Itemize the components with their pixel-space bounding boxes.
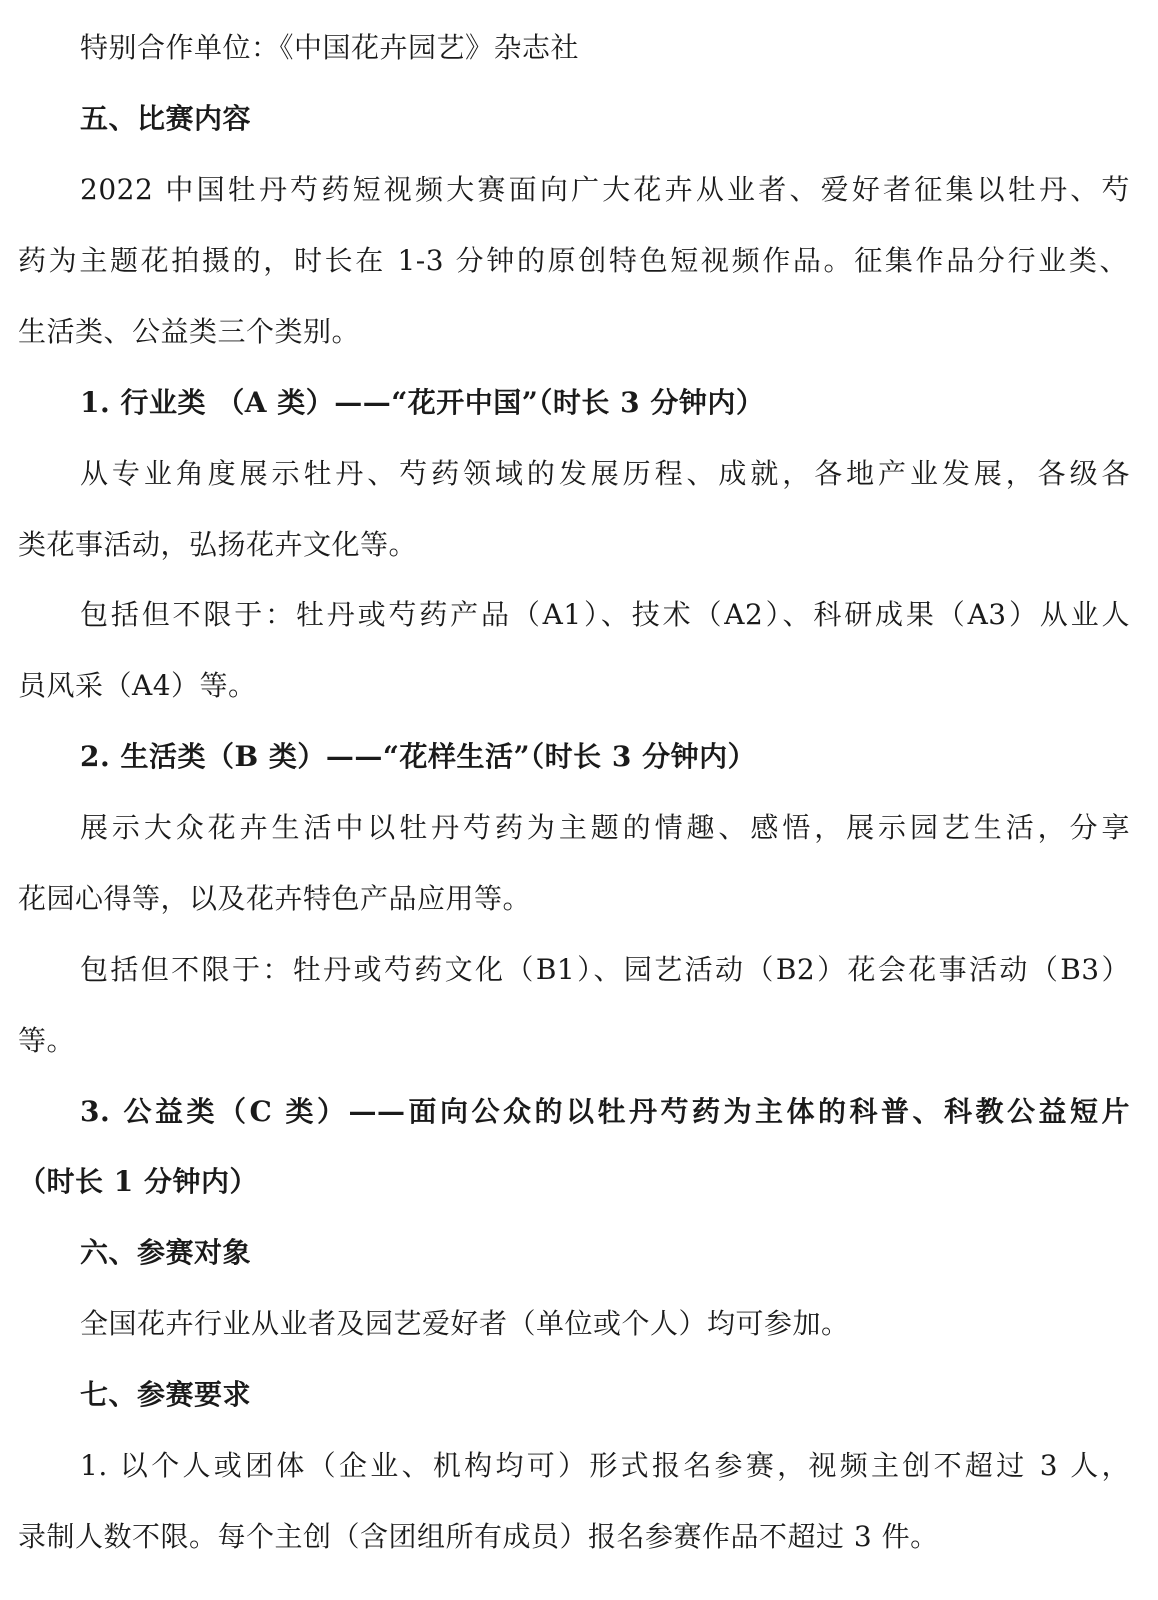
section-heading-competition-content: 五、比赛内容: [80, 102, 252, 135]
body-text-line: 录制人数不限。每个主创（含团组所有成员）报名参赛作品不超过 3 件。: [18, 1520, 939, 1553]
subheading-category-b: 2. 生活类（B 类）——“花样生活”（时长 3 分钟内）: [80, 740, 757, 773]
body-text-line: 从专业角度展示牡丹、芍药领域的发展历程、成就，各地产业发展，各级各: [80, 457, 1130, 490]
body-text-line: 药为主题花拍摄的，时长在 1-3 分钟的原创特色短视频作品。征集作品分行业类、: [18, 244, 1128, 277]
special-partner-line: 特别合作单位：《中国花卉园艺》杂志社: [80, 31, 580, 64]
subheading-category-c-cont: （时长 1 分钟内）: [18, 1165, 258, 1198]
body-text-line: 员风采（A4）等。: [18, 669, 257, 702]
section-heading-participants: 六、参赛对象: [80, 1236, 252, 1269]
body-text-line: 2022 中国牡丹芍药短视频大赛面向广大花卉从业者、爱好者征集以牡丹、芍: [80, 173, 1130, 206]
body-text-line: 花园心得等，以及花卉特色产品应用等。: [18, 882, 532, 915]
body-text-line: 生活类、公益类三个类别。: [18, 315, 361, 348]
body-text-line: 类花事活动，弘扬花卉文化等。: [18, 528, 418, 561]
body-text-line: 展示大众花卉生活中以牡丹芍药为主题的情趣、感悟，展示园艺生活，分享: [80, 811, 1130, 844]
subheading-category-c: 3. 公益类（C 类）——面向公众的以牡丹芍药为主体的科普、科教公益短片: [80, 1095, 1130, 1128]
body-text-line: 等。: [18, 1024, 76, 1057]
subheading-category-a: 1. 行业类 （A 类）——“花开中国”（时长 3 分钟内）: [80, 386, 765, 419]
section-heading-requirements: 七、参赛要求: [80, 1378, 252, 1411]
body-text-line: 全国花卉行业从业者及园艺爱好者（单位或个人）均可参加。: [80, 1307, 850, 1340]
body-text-line: 1. 以个人或团体（企业、机构均可）形式报名参赛，视频主创不超过 3 人，: [80, 1449, 1130, 1482]
body-text-line: 包括但不限于：牡丹或芍药文化（B1）、园艺活动（B2）花会花事活动（B3）: [80, 953, 1130, 986]
body-text-line: 包括但不限于：牡丹或芍药产品（A1）、技术（A2）、科研成果（A3）从业人: [80, 598, 1130, 631]
